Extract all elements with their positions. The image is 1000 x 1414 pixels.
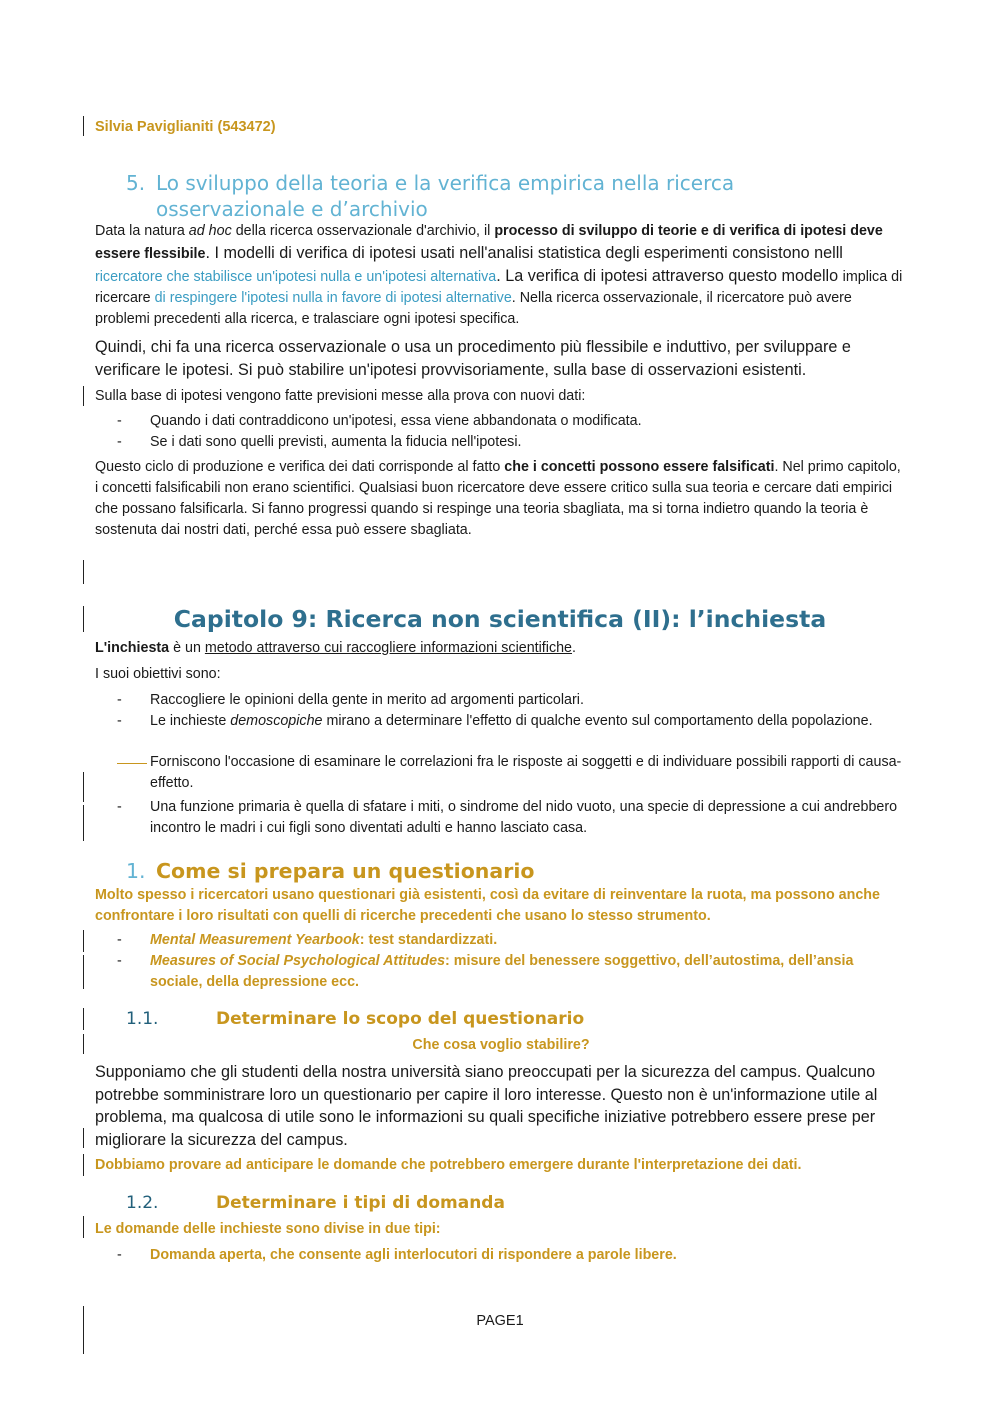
section-number: 5. — [126, 171, 146, 195]
strikethrough-dash — [117, 763, 147, 764]
subsection-title: Determinare lo scopo del questionario — [216, 1009, 585, 1029]
change-bar — [83, 955, 84, 989]
change-bar — [83, 386, 84, 406]
section-number: 1. — [126, 859, 146, 883]
paragraph: I suoi obiettivi sono: — [95, 666, 221, 682]
change-bar — [83, 772, 84, 802]
paragraph: Questo ciclo di produzione e verifica dei dati corrisponde al fatto che i concetti possono essere falsificati. Nel primo capitolo, i concetti falsificabili non erano scientifici. Qualsiasi buon ricercatore deve essere critico sulla sua teoria e cercare dati empirici che possano falsificarla. Si fanno progressi quando si respinge una teoria sbagliata, ma si torna indietro quando la teoria è sostenuta dai nostri dati, perché essa può essere sbagliata. — [95, 459, 901, 538]
paragraph: Sulla base di ipotesi vengono fatte previsioni messe alla prova con nuovi dati: — [95, 388, 586, 404]
subsection-number: 1.2. — [126, 1193, 159, 1213]
subsection-number: 1.1. — [126, 1009, 159, 1029]
change-bar — [83, 1128, 84, 1148]
paragraph: Le domande delle inchieste sono divise in due tipi: — [95, 1221, 441, 1237]
paragraph: Supponiamo che gli studenti della nostra università siano preoccupati per la sicurezza del campus. Qualcuno potrebbe somministrare loro un questionario per capire il loro interesse. Questo non è un'informazione utile al problema, ma qualcosa di utile sono le informazioni su quali specifiche iniziative potrebbero essere prese per migliorare la sicurezza del campus. — [95, 1063, 878, 1149]
chapter-title: Capitolo 9: Ricerca non scientifica (II): l’inchiesta — [173, 605, 827, 633]
author-name: Silvia Paviglianiti (543472) — [95, 119, 276, 135]
paragraph: Molto spesso i ricercatori usano questionari già esistenti, così da evitare di reinventare la ruota, ma possono anche confrontare i loro risultati con quelli di ricerche precedenti che usano lo stesso strumento. — [95, 887, 880, 924]
change-bar — [83, 560, 84, 584]
change-bar — [83, 1154, 84, 1176]
section-title: Lo sviluppo della teoria e la verifica empirica nella ricerca osservazionale e d’archivio — [156, 171, 735, 221]
change-bar — [83, 606, 84, 632]
page-footer: PAGE1 — [476, 1313, 524, 1329]
subsection-question: Che cosa voglio stabilire? — [412, 1037, 590, 1053]
change-bar — [83, 1008, 84, 1030]
subsection-title: Determinare i tipi di domanda — [216, 1193, 505, 1213]
change-bar — [83, 1216, 84, 1238]
paragraph: L'inchiesta è un metodo attraverso cui raccogliere informazioni scientifiche. — [95, 640, 576, 656]
change-bar — [83, 116, 84, 136]
document-page: Silvia Paviglianiti (543472) 5. Lo sviluppo della teoria e la verifica empirica nella ricerca osservazionale e d’archivio Data la natura ad hoc della ricerca osservazionale d'archivio, il processo di sviluppo di teorie e di verifica di ipotesi deve essere flessibile. I modelli di verifica di ipotesi usati nell'analisi statistica degli esperimenti consistono nelll ricercatore che stabilisce un'ipotesi nulla e un'ipotesi alternativa. La verifica di ipotesi attraverso questo modello implica di ricercare di respingere l'ipotesi nulla in favore di ipotesi alternative. Nella ricerca osservazionale, il ricercatore può avere problemi precedenti alla ricerca, e tralasciare ogni ipotesi specifica. Quindi, chi fa una ricerca osservazionale o usa un procedimento più flessibile e induttivo, per sviluppare e verificare le ipotesi. Si può stabilire un'ipotesi provvisoriamente, sulla base di osservazioni esistenti. Sulla base di ipotesi vengono fatte previsioni messe alla prova con nuovi dati: - Quando i dati contraddicono un'ipotesi, essa viene abbandonata o modificata. - Se i dati sono quelli previsti, aumenta la fiducia nell'ipotesi. Questo ciclo di produzione e verifica dei dati corrisponde al fatto che i concetti possono essere falsificati. Nel primo capitolo, i concetti falsificabili non erano scientifici. Qualsiasi buon ricercatore deve essere critico sulla sua teoria e cercare dati empirici che possano falsificarla. Si fanno progressi quando si respinge una teoria sbagliata, ma si torna indietro quando la teoria è sostenuta dai nostri dati, perché essa può essere sbagliata. Capitolo 9: Ricerca non scientifica (II): l’inchiesta L'inchiesta è un metodo attraverso cui raccogliere informazioni scientifiche. I suoi obiettivi sono: - Raccogliere le opinioni della gente in merito ad argomenti particolari. - Le inchieste demoscopiche mirano a determinare l'effetto di qualche evento sul comportamento della popolazione. Forniscono l'occasione di esaminare le correlazioni fra le risposte ai soggetti e di individuare possibili rapporti di causa-effetto. - Una funzione primaria è quella di sfatare i miti, o sindrome del nido vuoto, una specie di depressione a cui andrebbero incontro le madri i cui figli sono diventati adulti e hanno lasciato casa. 1. Come si prepara un questionario Molto spesso i ricercatori usano questionari già esistenti, così da evitare di reinventare la ruota, ma possono anche confrontare i loro risultati con quelli di ricerche precedenti che usano lo stesso strumento. - Mental Measurement Yearbook: test standardizzati. - Measures of Social Psychological Attitudes: misure del benessere soggettivo, dell’autostima, dell’ansia sociale, della depressione ecc. 1.1. Determinare lo scopo del questionario Che cosa voglio stabilire? Supponiamo che gli studenti della nostra università siano preoccupati per la sicurezza del campus. Qualcuno potrebbe somministrare loro un questionario per capire il loro interesse. Questo non è un'informazione utile al problema, ma qualcosa di utile sono le informazioni su quali specifiche iniziative potrebbero essere prese per migliorare la sicurezza del campus. Dobbiamo provare ad anticipare le domande che potrebbero emergere durante l'interpretazione dei dati. 1.2. Determinare i tipi di domanda Le domande delle inchieste sono divise in due tipi: - Domanda aperta, che consente agli interlocutori di rispondere a parole libere. PAGE1 — [0, 0, 1000, 1414]
change-bar — [83, 1034, 84, 1054]
paragraph: Quindi, chi fa una ricerca osservazionale o usa un procedimento più flessibile e induttivo, per sviluppare e verificare le ipotesi. Si può stabilire un'ipotesi provvisoriamente, sulla base di osservazioni esistenti. — [95, 338, 851, 379]
paragraph: Dobbiamo provare ad anticipare le domande che potrebbero emergere durante l'interpretazione dei dati. — [95, 1157, 802, 1173]
change-bar — [83, 805, 84, 841]
paragraph: Data la natura ad hoc della ricerca osservazionale d'archivio, il processo di sviluppo di teorie e di verifica di ipotesi deve essere flessibile. I modelli di verifica di ipotesi usati nell'analisi statistica degli esperimenti consistono nelll ricercatore che stabilisce un'ipotesi nulla e un'ipotesi alternativa. La verifica di ipotesi attraverso questo modello implica di ricercare di respingere l'ipotesi nulla in favore di ipotesi alternative. Nella ricerca osservazionale, il ricercatore può avere problemi precedenti alla ricerca, e tralasciare ogni ipotesi specifica. — [95, 223, 903, 327]
section-title: Come si prepara un questionario — [156, 859, 535, 883]
change-bar — [83, 930, 84, 952]
